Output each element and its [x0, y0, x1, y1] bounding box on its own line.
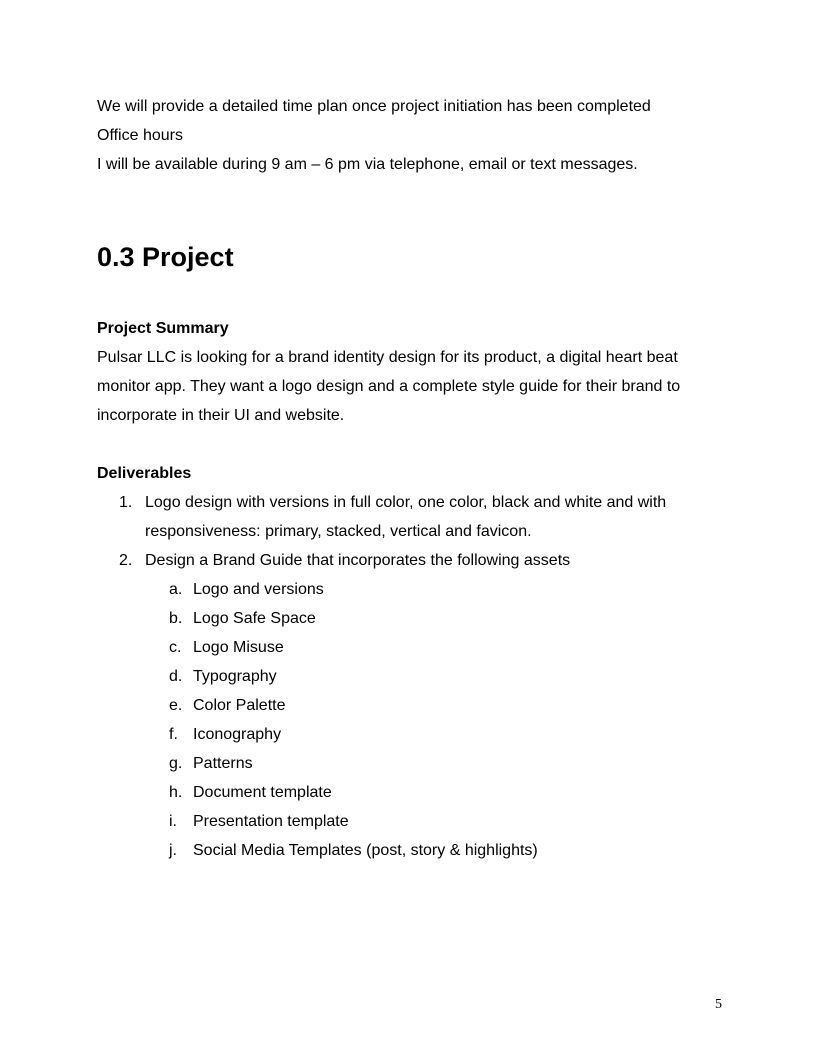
- sublist-mark: f.: [169, 726, 178, 743]
- sublist-item: Social Media Templates (post, story & highlights): [193, 842, 538, 859]
- list-number: 1.: [119, 494, 133, 511]
- sublist-item: Color Palette: [193, 697, 286, 714]
- availability-text: I will be available during 9 am – 6 pm via telephone, email or text messages.: [97, 156, 638, 173]
- office-hours-label: Office hours: [97, 127, 183, 144]
- sublist-mark: c.: [169, 639, 182, 656]
- intro-line: We will provide a detailed time plan once project initiation has been completed: [97, 98, 651, 115]
- page-number: 5: [715, 997, 722, 1012]
- sublist-item: Presentation template: [193, 813, 349, 830]
- sublist-item: Iconography: [193, 726, 282, 743]
- sublist-mark: i.: [169, 813, 177, 830]
- sublist-mark: h.: [169, 784, 183, 801]
- sublist-item: Patterns: [193, 755, 253, 772]
- deliverables-heading: Deliverables: [97, 465, 192, 482]
- section-title: 0.3 Project: [97, 242, 234, 272]
- sublist-mark: b.: [169, 610, 183, 627]
- sublist-item: Typography: [193, 668, 277, 685]
- list-number: 2.: [119, 552, 133, 569]
- sublist-mark: j.: [169, 842, 177, 859]
- sublist-item: Logo and versions: [193, 581, 324, 598]
- sublist-item: Document template: [193, 784, 332, 801]
- list-item-text: responsiveness: primary, stacked, vertical and favicon.: [145, 523, 532, 540]
- list-item-text: Design a Brand Guide that incorporates the following assets: [145, 552, 571, 569]
- summary-line: Pulsar LLC is looking for a brand identity design for its product, a digital heart beat: [97, 349, 678, 366]
- summary-line: monitor app. They want a logo design and a complete style guide for their brand to: [97, 378, 681, 395]
- sublist-mark: g.: [169, 755, 183, 772]
- summary-line: incorporate in their UI and website.: [97, 407, 345, 424]
- sublist-item: Logo Misuse: [193, 639, 284, 656]
- project-summary-heading: Project Summary: [97, 320, 229, 337]
- sublist-mark: d.: [169, 668, 183, 685]
- sublist-mark: a.: [169, 581, 183, 598]
- list-item-text: Logo design with versions in full color, one color, black and white and with: [145, 494, 667, 511]
- sublist-item: Logo Safe Space: [193, 610, 316, 627]
- sublist-mark: e.: [169, 697, 183, 714]
